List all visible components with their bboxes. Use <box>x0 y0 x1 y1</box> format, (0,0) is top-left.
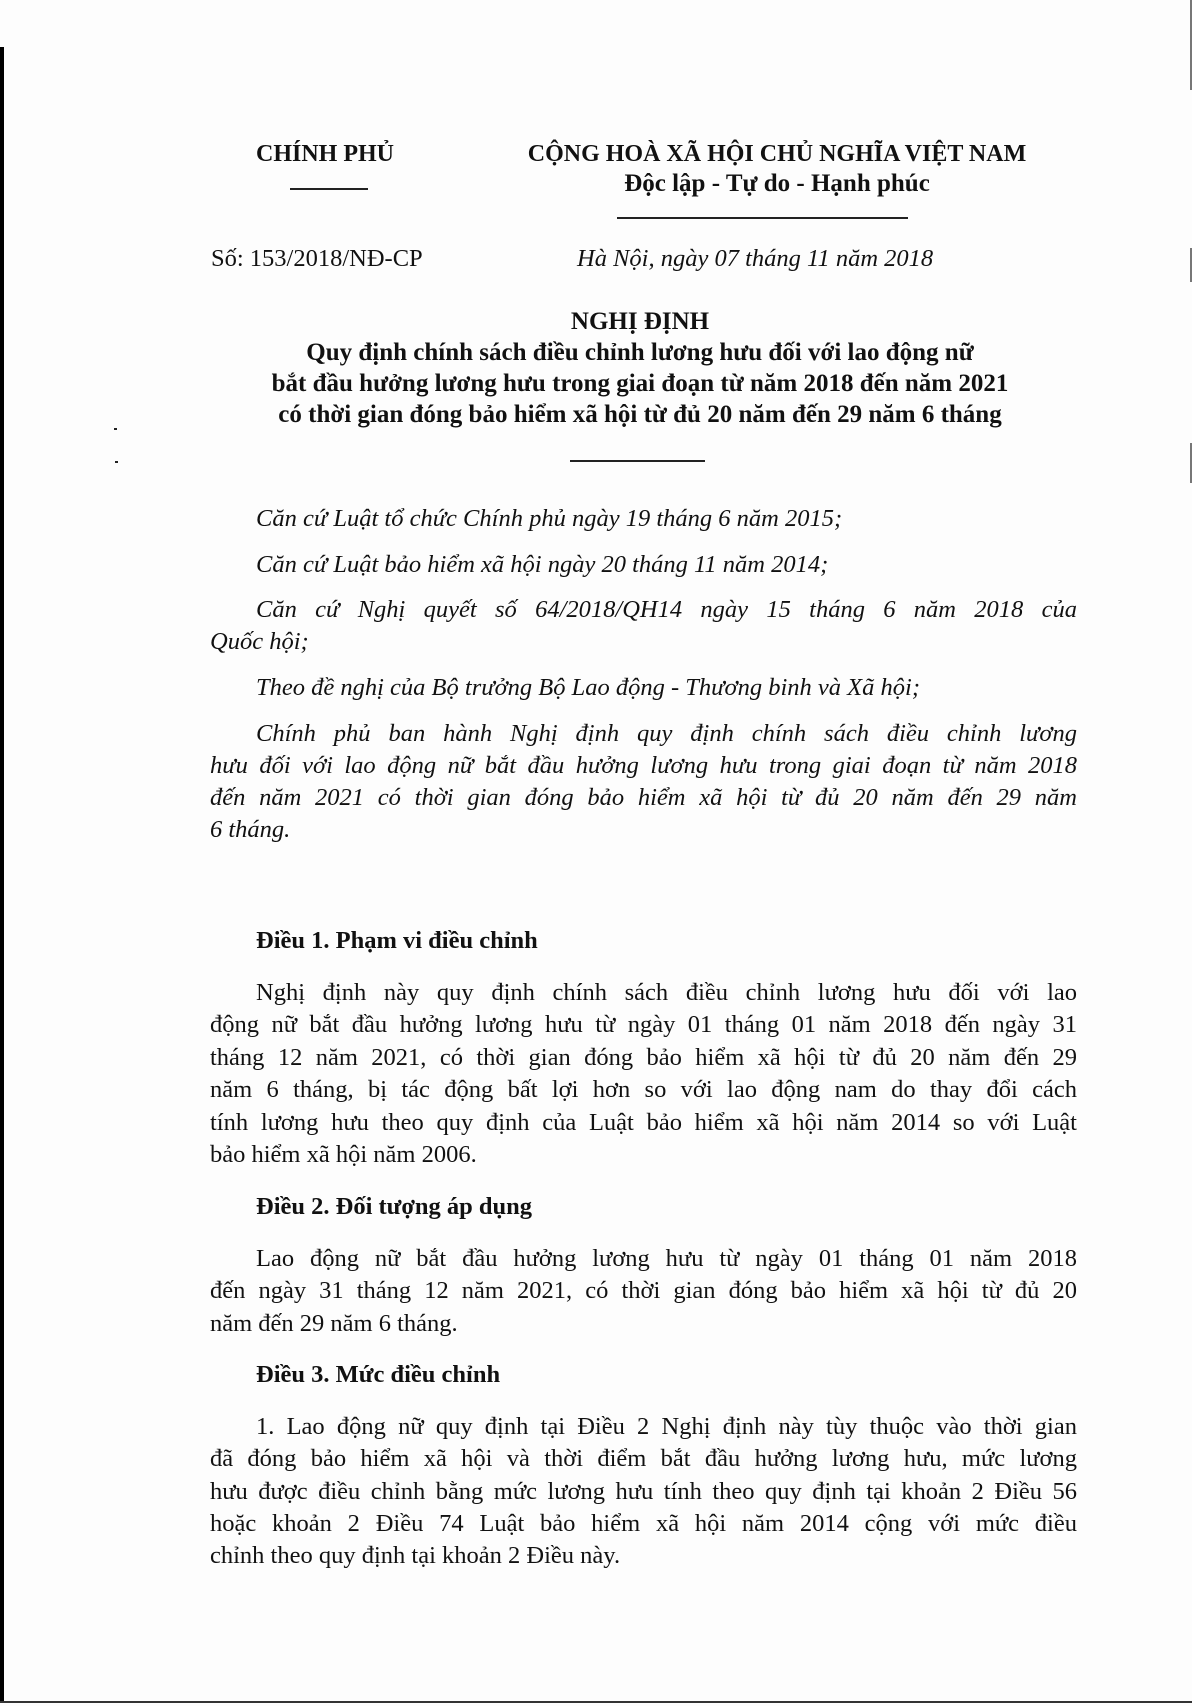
scan-edge-right <box>1190 0 1192 90</box>
document-number: Số: 153/2018/NĐ-CP <box>211 245 423 272</box>
article-line: 1. Lao động nữ quy định tại Điều 2 Nghị định này tùy thuộc vào thời gian <box>256 1413 1077 1440</box>
legal-basis: Căn cứ Nghị quyết số 64/2018/QH14 ngày 15 tháng 6 năm 2018 của <box>256 596 1077 623</box>
country-name: CỘNG HOÀ XÃ HỘI CHỦ NGHĨA VIỆT NAM <box>527 141 1027 167</box>
enactment-line: hưu đối với lao động nữ bắt đầu hưởng lương hưu trong giai đoạn từ năm 2018 <box>210 752 1077 779</box>
article-line: bảo hiểm xã hội năm 2006. <box>210 1141 477 1168</box>
article-line: năm 6 tháng, bị tác động bất lợi hơn so với lao động nam do thay đổi cách <box>210 1076 1077 1103</box>
article-line: tháng 12 năm 2021, có thời gian đóng bảo hiểm xã hội từ đủ 20 năm đến 29 <box>210 1044 1077 1071</box>
article-line: Nghị định này quy định chính sách điều chỉnh lương hưu đối với lao <box>256 979 1077 1006</box>
title-underline <box>570 460 705 462</box>
article-line: đến ngày 31 tháng 12 năm 2021, có thời gian đóng bảo hiểm xã hội từ đủ 20 <box>210 1277 1077 1304</box>
national-motto: Độc lập - Tự do - Hạnh phúc <box>624 170 930 197</box>
article-heading: Điều 1. Phạm vi điều chỉnh <box>256 927 538 954</box>
title-line: Quy định chính sách điều chỉnh lương hưu đối với lao động nữ <box>306 339 974 366</box>
title-line: có thời gian đóng bảo hiểm xã hội từ đủ 20 năm đến 29 năm 6 tháng <box>278 401 1002 428</box>
article-line: hưu được điều chỉnh bằng mức lương hưu tính theo quy định tại khoản 2 Điều 56 <box>210 1478 1077 1505</box>
article-line: hoặc khoản 2 Điều 74 Luật bảo hiểm xã hội năm 2014 cộng với mức điều <box>210 1510 1077 1537</box>
scan-edge-bottom <box>0 1701 1192 1703</box>
scan-edge-right <box>1190 443 1192 483</box>
title-line: bắt đầu hưởng lương hưu trong giai đoạn từ năm 2018 đến năm 2021 <box>271 370 1009 397</box>
article-heading: Điều 3. Mức điều chỉnh <box>256 1361 501 1388</box>
article-line: động nữ bắt đầu hưởng lương hưu từ ngày 01 tháng 01 năm 2018 đến ngày 31 <box>210 1011 1077 1038</box>
document-type: NGHỊ ĐỊNH <box>570 308 710 335</box>
article-line: Lao động nữ bắt đầu hưởng lương hưu từ ngày 01 tháng 01 năm 2018 <box>256 1245 1077 1272</box>
legal-basis: Căn cứ Luật tổ chức Chính phủ ngày 19 tháng 6 năm 2015; <box>256 505 843 532</box>
enactment-line: đến năm 2021 có thời gian đóng bảo hiểm xã hội từ đủ 20 năm đến 29 năm <box>210 784 1077 811</box>
issuer: CHÍNH PHỦ <box>256 141 394 167</box>
legal-basis: Quốc hội; <box>210 628 309 655</box>
proposal: Theo đề nghị của Bộ trưởng Bộ Lao động - Thương binh và Xã hội; <box>256 674 920 701</box>
article-line: đã đóng bảo hiểm xã hội và thời điểm bắt đầu hưởng lương hưu, mức lương <box>210 1445 1077 1472</box>
article-line: chỉnh theo quy định tại khoản 2 Điều này. <box>210 1542 621 1569</box>
issuer-underline <box>290 188 368 190</box>
enactment-line: Chính phủ ban hành Nghị định quy định chính sách điều chỉnh lương <box>256 720 1077 747</box>
article-heading: Điều 2. Đối tượng áp dụng <box>256 1193 533 1220</box>
scan-speck <box>115 461 118 463</box>
article-line: năm đến 29 năm 6 tháng. <box>210 1310 458 1337</box>
scan-speck <box>114 428 117 430</box>
place-date: Hà Nội, ngày 07 tháng 11 năm 2018 <box>577 245 934 272</box>
scan-edge-left <box>0 47 4 1702</box>
legal-basis: Căn cứ Luật bảo hiểm xã hội ngày 20 tháng 11 năm 2014; <box>256 551 829 578</box>
enactment-line: 6 tháng. <box>210 816 291 843</box>
motto-underline <box>617 217 908 219</box>
article-line: tính lương hưu theo quy định của Luật bảo hiểm xã hội năm 2014 so với Luật <box>210 1109 1077 1136</box>
scan-edge-right <box>1190 248 1192 282</box>
